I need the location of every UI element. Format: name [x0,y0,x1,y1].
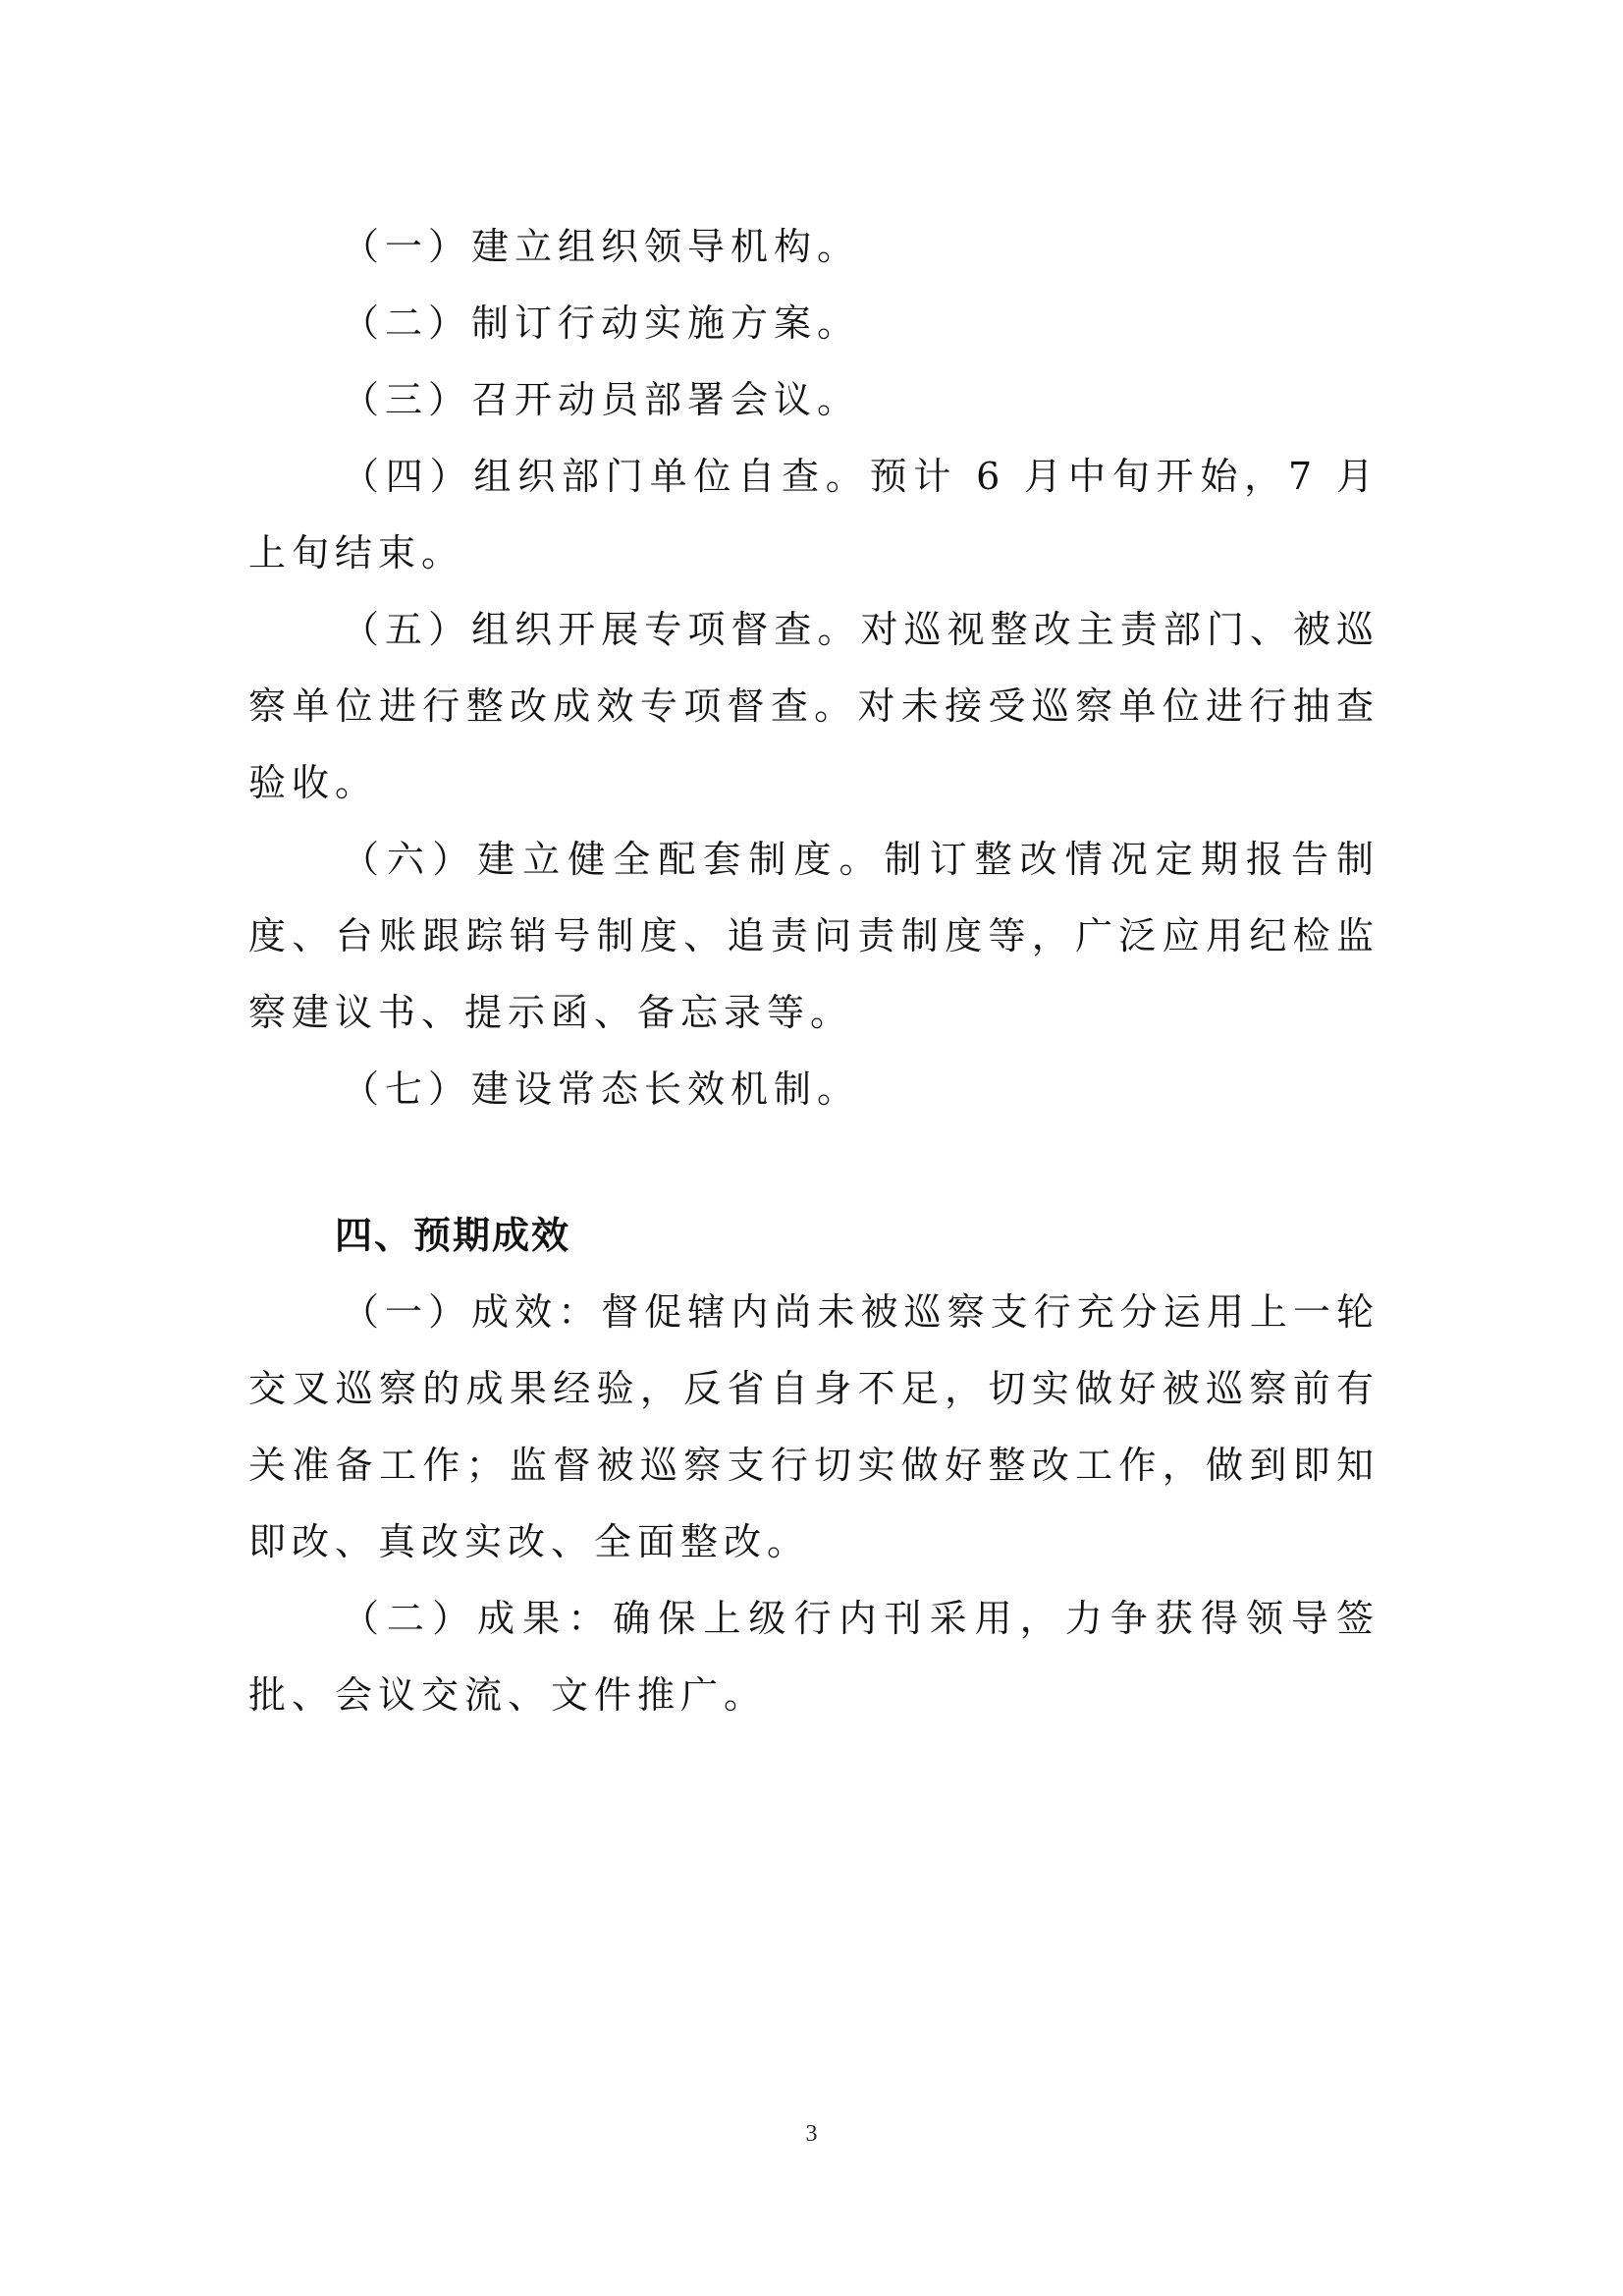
list-item: （六）建立健全配套制度。制订整改情况定期报告制度、台账跟踪销号制度、追责问责制度等，广泛应用纪检监察建议书、提示函、备忘录等。 [248,838,1380,1034]
section-heading: 四、预期成效 [335,1214,571,1257]
list-item: （五）组织开展专项督查。对巡视整改主责部门、被巡察单位进行整改成效专项督查。对未接受巡察单位进行抽查验收。 [248,608,1380,804]
list-item: （一）建立组织领导机构。 [342,225,861,268]
page-number: 3 [805,2121,818,2147]
document-body [248,208,1380,1733]
list-item: （一）成效：督促辖内尚未被巡察支行充分运用上一轮交叉巡察的成果经验，反省自身不足，切实做好被巡察前有关准备工作；监督被巡察支行切实做好整改工作，做到即知即改、真改实改、全面整改。 [248,1290,1380,1563]
list-item: （四）组织部门单位自查。预计 6 月中旬开始，7 月上旬结束。 [248,455,1380,574]
list-item: （二）制订行动实施方案。 [342,301,861,345]
list-item: （七）建设常态长效机制。 [342,1067,861,1111]
list-item: （三）召开动员部署会议。 [342,378,861,421]
list-item: （二）成果：确保上级行内刊采用，力争获得领导签批、会议交流、文件推广。 [248,1597,1380,1717]
